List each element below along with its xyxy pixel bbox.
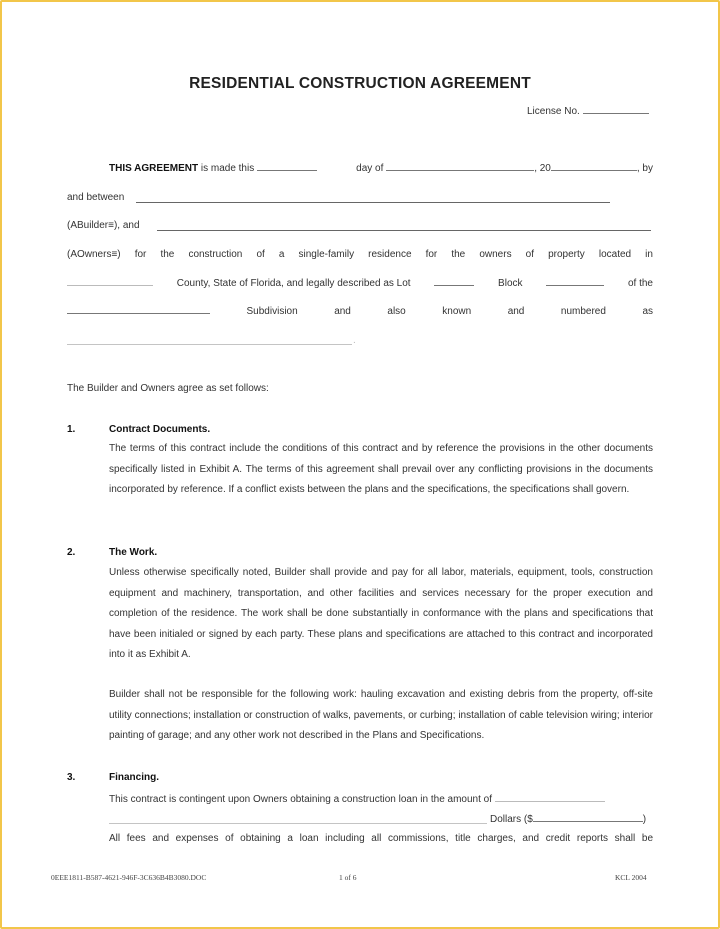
is-made-this-label: is made this xyxy=(200,163,255,174)
intro-line xyxy=(109,162,653,175)
loan-amount-words-continued-field[interactable] xyxy=(109,823,487,824)
by-label: , by xyxy=(636,163,653,174)
license-number-field[interactable] xyxy=(583,105,649,114)
fees-line: All fees and expenses of obtaining a loan including all commissions, title charges, and credit reports shall be xyxy=(109,833,653,844)
this-agreement-group xyxy=(109,162,317,175)
this-agreement-label: THIS AGREEMENT xyxy=(109,163,199,174)
section-2-heading: The Work. xyxy=(109,547,158,558)
word: construction xyxy=(188,249,243,260)
word: of xyxy=(525,249,534,260)
lot-field[interactable] xyxy=(434,277,474,286)
section-2-paragraph-1: Unless otherwise specifically noted, Builder shall provide and pay for all labor, materials, equipment, tools, construction equipment and machinery, transportation, and other facilities and services necessary for the proper execution and completion of the residence. The work shall be done substantially in conformance with the plans and specifications that have been initialed or signed by each party. These plans and specifications are attached to this contract and incorporated into it as Exhibit A. xyxy=(109,567,653,660)
dollars-label: Dollars ($ xyxy=(490,814,533,825)
block-label: Block xyxy=(498,278,523,289)
section-2-number: 2. xyxy=(67,547,76,558)
loan-amount-words-field[interactable] xyxy=(495,793,605,802)
loan-amount-line xyxy=(109,793,605,806)
day-field[interactable] xyxy=(257,162,317,171)
block-field[interactable] xyxy=(546,277,604,286)
dollars-close: ) xyxy=(642,814,647,825)
loan-amount-label: This contract is contingent upon Owners obtaining a construction loan in the amount of xyxy=(109,794,493,805)
word: a xyxy=(278,249,285,260)
word: residence xyxy=(368,249,412,260)
day-of-label: day of xyxy=(356,163,384,174)
license-label: License No. xyxy=(527,106,580,117)
word: single-family xyxy=(298,249,355,260)
footer-page-number: 1 of 6 xyxy=(339,873,357,882)
word: the xyxy=(160,249,175,260)
of-the-label: of the xyxy=(627,278,653,289)
word: for xyxy=(425,249,438,260)
and-between-label: and between xyxy=(67,192,125,203)
builder-name-field[interactable] xyxy=(157,230,651,231)
word: for xyxy=(134,249,147,260)
word: in xyxy=(645,249,653,260)
license-line xyxy=(527,105,649,118)
subdivision-field[interactable] xyxy=(67,305,210,314)
word: numbered xyxy=(560,306,606,317)
county-state-label: County, State of Florida, and legally described as Lot xyxy=(176,278,411,289)
word: Subdivision xyxy=(246,306,298,317)
owners-label: (AOwners≡) xyxy=(67,249,121,260)
dollars-amount-field[interactable] xyxy=(533,813,643,822)
section-2-paragraph-2: Builder shall not be responsible for the following work: hauling excavation and existing debris from the property, off-site utility connections; installation or construction of walks, pavements, or curbing; installation of cable television wiring; interior painting of garage; and any other work not described in the Plans and Specifications. xyxy=(109,689,653,741)
day-of-group xyxy=(356,162,653,175)
year-prefix-label: , 20 xyxy=(534,163,551,174)
month-field[interactable] xyxy=(386,162,534,171)
agree-line: The Builder and Owners agree as set follows: xyxy=(67,383,269,394)
word: the xyxy=(451,249,466,260)
word: of xyxy=(256,249,265,260)
section-1-heading: Contract Documents. xyxy=(109,424,211,435)
county-field[interactable] xyxy=(67,277,153,286)
section-3-number: 3. xyxy=(67,772,76,783)
word: also xyxy=(387,306,406,317)
section-1-number: 1. xyxy=(67,424,76,435)
address-period: . xyxy=(353,335,356,346)
party-names-field[interactable] xyxy=(136,202,610,203)
subdivision-line xyxy=(67,305,653,318)
builder-label: (ABuilder≡), and xyxy=(67,220,140,231)
word: known xyxy=(442,306,472,317)
section-3-heading: Financing. xyxy=(109,772,159,783)
word: and xyxy=(507,306,525,317)
footer-file-id: 0EEE1811-B587-4621-946F-3C636B4B3080.DOC xyxy=(51,873,207,882)
dollars-line xyxy=(490,813,646,826)
word: located xyxy=(598,249,632,260)
word: as xyxy=(642,306,653,317)
word: property xyxy=(548,249,585,260)
year-field[interactable] xyxy=(551,162,637,171)
address-field[interactable] xyxy=(67,344,352,345)
word: and xyxy=(334,306,351,317)
footer-code: KCL 2004 xyxy=(615,873,647,882)
document-title: RESIDENTIAL CONSTRUCTION AGREEMENT xyxy=(189,75,531,92)
word: owners xyxy=(479,249,512,260)
county-line xyxy=(67,277,653,290)
owners-line xyxy=(67,248,653,261)
section-1-paragraph: The terms of this contract include the conditions of this contract and by reference the provisions in the other documents specifically listed in Exhibit A. The terms of this agreement shall prevail over any conflicting provisions in the documents incorporated by reference. If a conflict exists between the plans and the specifications, the specifications shall govern. xyxy=(109,443,653,495)
